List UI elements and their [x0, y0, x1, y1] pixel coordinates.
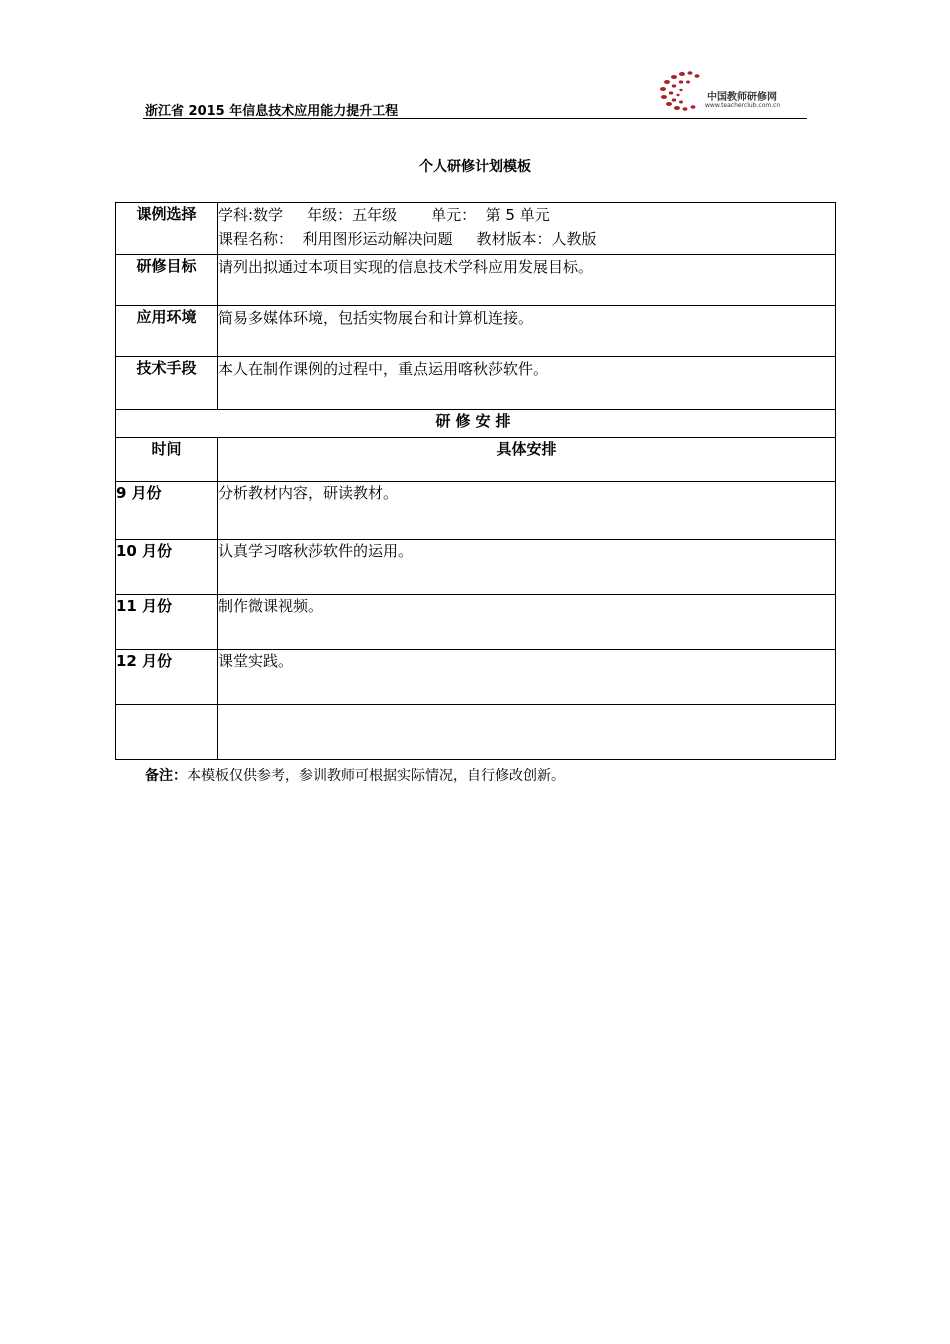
header-divider: [143, 118, 807, 119]
empty-cell: [116, 705, 218, 760]
schedule-row: [116, 482, 836, 540]
schedule-row: [116, 540, 836, 595]
schedule-section-title: 研修安排: [116, 410, 836, 438]
subject-text: 学科:数学: [218, 206, 284, 224]
schedule-row-empty: [116, 705, 836, 760]
schedule-text: 认真学习喀秋莎软件的运用。: [218, 540, 836, 595]
unit-text: 单元： 第 5 单元: [431, 206, 550, 224]
env-label: 应用环境: [116, 306, 218, 357]
schedule-text: 制作微课视频。: [218, 595, 836, 650]
goal-row: [116, 255, 836, 306]
schedule-row: [116, 595, 836, 650]
footnote-text: 本模板仅供参考，参训教师可根据实际情况，自行修改创新。: [187, 768, 565, 784]
grade-text: 年级：五年级: [307, 206, 398, 224]
document-title: 个人研修计划模板: [419, 159, 531, 175]
env-text: 简易多媒体环境，包括实物展台和计算机连接。: [218, 306, 836, 357]
tech-text: 本人在制作课例的过程中，重点运用喀秋莎软件。: [218, 357, 836, 410]
header-title: 浙江省 2015 年信息技术应用能力提升工程: [145, 104, 399, 119]
env-row: [116, 306, 836, 357]
col-time-header: 时间: [116, 438, 218, 482]
course-text: 课程名称： 利用图形运动解决问题: [218, 230, 453, 248]
lesson-row: [116, 203, 836, 255]
schedule-header-row: [116, 438, 836, 482]
schedule-month: 10 月份: [116, 540, 218, 595]
plan-table: [115, 202, 836, 760]
schedule-row: [116, 650, 836, 705]
footnote: [145, 765, 565, 785]
lesson-content: [218, 203, 836, 255]
logo: [657, 68, 807, 114]
section-row: [116, 410, 836, 438]
col-detail-header: 具体安排: [218, 438, 836, 482]
schedule-text: 课堂实践。: [218, 650, 836, 705]
tech-label: 技术手段: [116, 357, 218, 410]
tech-row: [116, 357, 836, 410]
schedule-month: 11 月份: [116, 595, 218, 650]
goal-label: 研修目标: [116, 255, 218, 306]
lesson-label: 课例选择: [116, 203, 218, 255]
schedule-month: 12 月份: [116, 650, 218, 705]
schedule-month: 9 月份: [116, 482, 218, 540]
logo-text-cn: 中国教师研修网: [707, 92, 777, 103]
goal-text: 请列出拟通过本项目实现的信息技术学科应用发展目标。: [218, 255, 836, 306]
empty-cell: [218, 705, 836, 760]
schedule-text: 分析教材内容，研读教材。: [218, 482, 836, 540]
logo-flower-icon: [657, 68, 707, 114]
edition-text: 教材版本：人教版: [476, 230, 597, 248]
logo-text-en: www.teacherclub.com.cn: [705, 102, 781, 109]
footnote-label: 备注：: [145, 768, 187, 784]
